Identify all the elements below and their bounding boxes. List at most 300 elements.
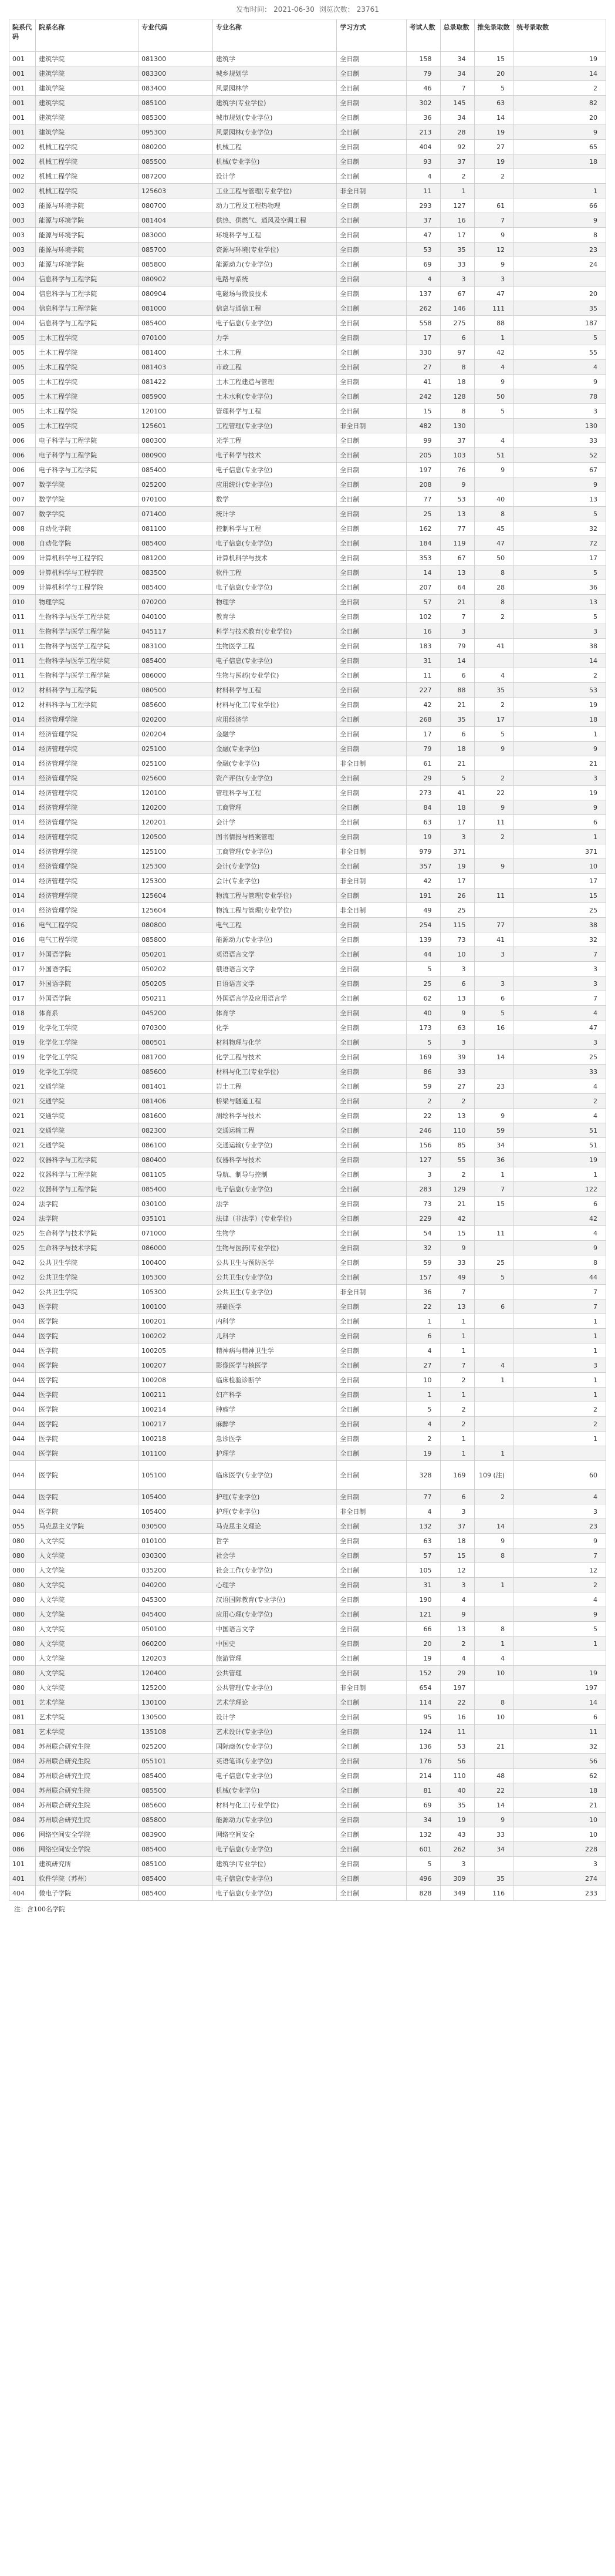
cell-major-code: 100211 [138, 1388, 213, 1402]
cell-dept-code: 086 [9, 1827, 36, 1842]
cell-major-name: 电气工程 [212, 918, 337, 932]
cell-dept-name: 人文学院 [36, 1563, 138, 1578]
cell-dept-name: 土木工程学院 [36, 404, 138, 419]
cell-dept-code: 014 [9, 756, 36, 771]
cell-applicants: 81 [406, 1783, 440, 1798]
cell-applicants: 59 [406, 1255, 440, 1270]
cell-major-code: 081400 [138, 345, 213, 360]
cell-recommended-admitted [474, 1065, 513, 1079]
cell-study-mode: 全日制 [337, 1050, 406, 1065]
cell-dept-name: 经济管理学院 [36, 712, 138, 727]
cell-dept-code: 001 [9, 52, 36, 66]
cell-study-mode: 全日制 [337, 345, 406, 360]
cell-total-admitted: 53 [440, 1739, 474, 1754]
cell-dept-name: 建筑学院 [36, 66, 138, 81]
table-row [9, 1681, 606, 1695]
cell-exam-admitted: 36 [513, 580, 606, 595]
cell-exam-admitted: 1 [513, 830, 606, 844]
cell-dept-name: 人文学院 [36, 1681, 138, 1695]
cell-major-name: 材料物理与化学 [212, 1035, 337, 1050]
cell-major-name: 能源动力(专业学位) [212, 257, 337, 272]
cell-exam-admitted: 25 [513, 903, 606, 918]
cell-dept-code: 024 [9, 1197, 36, 1211]
cell-dept-name: 土木工程学院 [36, 360, 138, 375]
cell-applicants: 2 [406, 1094, 440, 1109]
cell-total-admitted: 33 [440, 257, 474, 272]
cell-recommended-admitted: 45 [474, 521, 513, 536]
cell-recommended-admitted: 5 [474, 81, 513, 96]
cell-total-admitted: 88 [440, 683, 474, 698]
cell-total-admitted: 146 [440, 301, 474, 316]
cell-study-mode: 全日制 [337, 815, 406, 830]
cell-major-code: 035101 [138, 1211, 213, 1226]
cell-recommended-admitted: 33 [474, 1827, 513, 1842]
cell-recommended-admitted: 9 [474, 463, 513, 477]
cell-applicants: 14 [406, 565, 440, 580]
cell-dept-name: 交通学院 [36, 1109, 138, 1123]
cell-major-name: 数学 [212, 492, 337, 507]
cell-applicants: 22 [406, 1299, 440, 1314]
cell-study-mode: 全日制 [337, 140, 406, 154]
cell-applicants: 214 [406, 1769, 440, 1783]
cell-study-mode: 全日制 [337, 1079, 406, 1094]
cell-dept-code: 007 [9, 477, 36, 492]
cell-major-name: 环境科学与工程 [212, 228, 337, 243]
cell-major-name: 管理科学与工程 [212, 786, 337, 800]
cell-major-code: 083100 [138, 639, 213, 654]
cell-applicants: 42 [406, 874, 440, 888]
cell-recommended-admitted [474, 1607, 513, 1622]
cell-study-mode: 全日制 [337, 1065, 406, 1079]
cell-major-code: 105100 [138, 1461, 213, 1490]
cell-dept-code: 014 [9, 874, 36, 888]
cell-major-code: 100400 [138, 1255, 213, 1270]
cell-exam-admitted [513, 1651, 606, 1666]
cell-recommended-admitted: 6 [474, 1299, 513, 1314]
cell-applicants: 207 [406, 580, 440, 595]
cell-dept-code: 019 [9, 1035, 36, 1050]
cell-applicants: 73 [406, 1197, 440, 1211]
cell-total-admitted: 73 [440, 932, 474, 947]
table-row [9, 1299, 606, 1314]
cell-major-name: 材料与化工(专业学位) [212, 1798, 337, 1813]
cell-major-name: 哲学 [212, 1534, 337, 1548]
cell-recommended-admitted [474, 477, 513, 492]
cell-recommended-admitted: 6 [474, 991, 513, 1006]
cell-dept-name: 机械工程学院 [36, 169, 138, 184]
cell-exam-admitted: 11 [513, 1725, 606, 1739]
cell-total-admitted: 309 [440, 1871, 474, 1886]
cell-total-admitted: 7 [440, 610, 474, 624]
cell-recommended-admitted: 50 [474, 389, 513, 404]
cell-recommended-admitted: 35 [474, 683, 513, 698]
cell-dept-name: 生物科学与医学工程学院 [36, 668, 138, 683]
cell-major-code: 120200 [138, 800, 213, 815]
cell-exam-admitted: 4 [513, 1592, 606, 1607]
cell-total-admitted: 3 [440, 272, 474, 287]
cell-dept-code: 006 [9, 433, 36, 448]
cell-study-mode: 全日制 [337, 1666, 406, 1681]
cell-dept-name: 医学院 [36, 1504, 138, 1519]
cell-total-admitted: 18 [440, 1534, 474, 1548]
cell-recommended-admitted: 2 [474, 169, 513, 184]
cell-applicants: 20 [406, 1636, 440, 1651]
cell-major-code: 080902 [138, 272, 213, 287]
cell-applicants: 5 [406, 1402, 440, 1417]
cell-total-admitted: 63 [440, 1021, 474, 1035]
cell-applicants: 19 [406, 1651, 440, 1666]
cell-applicants: 79 [406, 66, 440, 81]
cell-total-admitted: 9 [440, 1607, 474, 1622]
cell-dept-code: 004 [9, 316, 36, 331]
cell-dept-name: 土木工程学院 [36, 331, 138, 345]
cell-dept-code: 011 [9, 624, 36, 639]
cell-study-mode: 全日制 [337, 1592, 406, 1607]
cell-major-name: 护理学 [212, 1446, 337, 1461]
cell-major-name: 应用统计(专业学位) [212, 477, 337, 492]
cell-applicants: 59 [406, 1079, 440, 1094]
cell-exam-admitted: 25 [513, 1050, 606, 1065]
cell-dept-code: 044 [9, 1446, 36, 1461]
cell-recommended-admitted: 1 [474, 331, 513, 345]
cell-dept-code: 044 [9, 1417, 36, 1432]
table-row [9, 1504, 606, 1519]
cell-applicants: 84 [406, 800, 440, 815]
cell-dept-name: 外国语学院 [36, 947, 138, 962]
cell-study-mode: 非全日制 [337, 1285, 406, 1299]
cell-major-name: 市政工程 [212, 360, 337, 375]
cell-total-admitted: 16 [440, 1710, 474, 1725]
table-row [9, 1636, 606, 1651]
cell-major-name: 力学 [212, 331, 337, 345]
cell-major-code: 095300 [138, 125, 213, 140]
cell-major-name: 材料与化工(专业学位) [212, 1065, 337, 1079]
table-row [9, 1592, 606, 1607]
table-row [9, 1695, 606, 1710]
cell-study-mode: 全日制 [337, 1461, 406, 1490]
cell-major-code: 125604 [138, 903, 213, 918]
cell-applicants: 1 [406, 1388, 440, 1402]
cell-study-mode: 全日制 [337, 551, 406, 565]
cell-exam-admitted: 20 [513, 287, 606, 301]
cell-dept-name: 建筑研究所 [36, 1857, 138, 1871]
cell-exam-admitted: 2 [513, 81, 606, 96]
cell-applicants: 114 [406, 1695, 440, 1710]
cell-applicants: 10 [406, 1373, 440, 1388]
table-row [9, 213, 606, 228]
cell-total-admitted: 13 [440, 507, 474, 521]
table-row [9, 1417, 606, 1432]
admission-table [9, 19, 606, 1901]
cell-major-name: 法律（非法学）(专业学位) [212, 1211, 337, 1226]
cell-study-mode: 全日制 [337, 1739, 406, 1754]
cell-major-code: 120500 [138, 830, 213, 844]
cell-applicants: 5 [406, 1857, 440, 1871]
cell-major-code: 125300 [138, 859, 213, 874]
cell-total-admitted: 15 [440, 1548, 474, 1563]
cell-dept-code: 084 [9, 1798, 36, 1813]
cell-exam-admitted: 2 [513, 1094, 606, 1109]
table-row [9, 243, 606, 257]
cell-major-name: 电子科学与技术 [212, 448, 337, 463]
table-row [9, 1622, 606, 1636]
cell-exam-admitted: 60 [513, 1461, 606, 1490]
cell-applicants: 268 [406, 712, 440, 727]
cell-total-admitted: 197 [440, 1681, 474, 1695]
cell-total-admitted: 39 [440, 1050, 474, 1065]
cell-dept-code: 022 [9, 1167, 36, 1182]
table-row [9, 830, 606, 844]
cell-applicants: 330 [406, 345, 440, 360]
cell-applicants: 99 [406, 433, 440, 448]
cell-major-name: 外国语言学及应用语言学 [212, 991, 337, 1006]
cell-study-mode: 全日制 [337, 154, 406, 169]
cell-recommended-admitted: 2 [474, 610, 513, 624]
table-row [9, 815, 606, 830]
cell-dept-code: 011 [9, 654, 36, 668]
cell-dept-name: 法学院 [36, 1211, 138, 1226]
cell-applicants: 44 [406, 947, 440, 962]
header-recommended-admitted: 推免录取数 [474, 19, 513, 52]
table-row [9, 1050, 606, 1065]
cell-applicants: 19 [406, 1446, 440, 1461]
cell-major-name: 影像医学与核医学 [212, 1358, 337, 1373]
cell-applicants: 127 [406, 1153, 440, 1167]
cell-major-code: 085600 [138, 1065, 213, 1079]
cell-recommended-admitted: 14 [474, 1050, 513, 1065]
cell-study-mode: 全日制 [337, 521, 406, 536]
cell-major-name: 应用经济学 [212, 712, 337, 727]
cell-study-mode: 全日制 [337, 301, 406, 316]
cell-major-code: 080400 [138, 1153, 213, 1167]
cell-study-mode: 全日制 [337, 228, 406, 243]
header-exam-admitted: 统考录取数 [513, 19, 606, 52]
cell-total-admitted: 6 [440, 331, 474, 345]
cell-dept-code: 003 [9, 228, 36, 243]
cell-exam-admitted: 1 [513, 1373, 606, 1388]
cell-study-mode: 非全日制 [337, 756, 406, 771]
cell-total-admitted: 130 [440, 419, 474, 433]
cell-dept-name: 医学院 [36, 1314, 138, 1329]
cell-dept-name: 医学院 [36, 1329, 138, 1343]
cell-major-name: 护理(专业学位) [212, 1490, 337, 1504]
cell-exam-admitted: 9 [513, 477, 606, 492]
cell-major-name: 会计(专业学位) [212, 874, 337, 888]
cell-major-name: 工业工程与管理(专业学位) [212, 184, 337, 198]
cell-major-name: 资产评估(专业学位) [212, 771, 337, 786]
cell-applicants: 77 [406, 1490, 440, 1504]
cell-applicants: 105 [406, 1563, 440, 1578]
cell-major-name: 英语笔译(专业学位) [212, 1754, 337, 1769]
table-row [9, 463, 606, 477]
cell-major-code: 081401 [138, 1079, 213, 1094]
cell-dept-name: 医学院 [36, 1417, 138, 1432]
cell-total-admitted: 19 [440, 859, 474, 874]
cell-exam-admitted: 6 [513, 1710, 606, 1725]
cell-applicants: 66 [406, 1622, 440, 1636]
cell-applicants: 4 [406, 1343, 440, 1358]
cell-dept-code: 019 [9, 1050, 36, 1065]
cell-dept-code: 007 [9, 507, 36, 521]
cell-dept-name: 仪器科学与工程学院 [36, 1153, 138, 1167]
cell-study-mode: 全日制 [337, 1211, 406, 1226]
cell-major-code: 060200 [138, 1636, 213, 1651]
cell-major-code: 071000 [138, 1226, 213, 1241]
cell-applicants: 17 [406, 727, 440, 742]
cell-study-mode: 全日制 [337, 360, 406, 375]
table-row [9, 1461, 606, 1490]
cell-dept-code: 003 [9, 198, 36, 213]
cell-exam-admitted: 187 [513, 316, 606, 331]
cell-recommended-admitted: 47 [474, 287, 513, 301]
cell-total-admitted: 1 [440, 1343, 474, 1358]
cell-dept-name: 医学院 [36, 1373, 138, 1388]
cell-recommended-admitted: 4 [474, 668, 513, 683]
cell-dept-name: 人文学院 [36, 1592, 138, 1607]
cell-dept-name: 经济管理学院 [36, 888, 138, 903]
cell-dept-name: 医学院 [36, 1446, 138, 1461]
cell-dept-name: 经济管理学院 [36, 874, 138, 888]
table-row [9, 1255, 606, 1270]
cell-applicants: 46 [406, 81, 440, 96]
cell-dept-code: 012 [9, 698, 36, 712]
cell-dept-name: 医学院 [36, 1358, 138, 1373]
cell-study-mode: 全日制 [337, 1563, 406, 1578]
cell-dept-name: 网络空间安全学院 [36, 1842, 138, 1857]
published-label: 发布时间： [236, 5, 272, 14]
cell-dept-code: 081 [9, 1725, 36, 1739]
cell-major-name: 风景园林学 [212, 81, 337, 96]
cell-recommended-admitted: 77 [474, 918, 513, 932]
cell-major-code: 085300 [138, 110, 213, 125]
cell-total-admitted: 21 [440, 595, 474, 610]
cell-study-mode: 全日制 [337, 991, 406, 1006]
cell-recommended-admitted [474, 1241, 513, 1255]
table-row [9, 918, 606, 932]
cell-exam-admitted: 8 [513, 228, 606, 243]
cell-dept-code: 080 [9, 1534, 36, 1548]
cell-exam-admitted: 14 [513, 66, 606, 81]
table-row [9, 448, 606, 463]
cell-study-mode: 全日制 [337, 536, 406, 551]
cell-applicants: 136 [406, 1739, 440, 1754]
cell-recommended-admitted: 16 [474, 1021, 513, 1035]
cell-exam-admitted: 4 [513, 1079, 606, 1094]
cell-exam-admitted: 32 [513, 1739, 606, 1754]
cell-exam-admitted: 67 [513, 463, 606, 477]
cell-study-mode: 全日制 [337, 888, 406, 903]
cell-exam-admitted: 24 [513, 257, 606, 272]
cell-applicants: 139 [406, 932, 440, 947]
cell-exam-admitted: 19 [513, 786, 606, 800]
cell-applicants: 19 [406, 830, 440, 844]
cell-dept-code: 014 [9, 815, 36, 830]
cell-dept-code: 016 [9, 932, 36, 947]
cell-dept-name: 数学学院 [36, 477, 138, 492]
cell-major-code: 085800 [138, 932, 213, 947]
cell-total-admitted: 40 [440, 1783, 474, 1798]
cell-dept-code: 005 [9, 419, 36, 433]
cell-total-admitted: 4 [440, 1592, 474, 1607]
cell-recommended-admitted: 25 [474, 1255, 513, 1270]
table-row [9, 477, 606, 492]
cell-major-name: 社会学 [212, 1548, 337, 1563]
cell-major-name: 电子信息(专业学位) [212, 580, 337, 595]
cell-major-name: 材料科学与工程 [212, 683, 337, 698]
cell-dept-name: 体育系 [36, 1006, 138, 1021]
cell-dept-name: 人文学院 [36, 1578, 138, 1592]
table-row [9, 419, 606, 433]
cell-total-admitted: 21 [440, 698, 474, 712]
cell-dept-code: 084 [9, 1739, 36, 1754]
cell-recommended-admitted [474, 1725, 513, 1739]
cell-total-admitted: 9 [440, 1241, 474, 1255]
cell-study-mode: 全日制 [337, 1123, 406, 1138]
cell-major-code: 070300 [138, 1021, 213, 1035]
cell-major-name: 物流工程与管理(专业学位) [212, 888, 337, 903]
cell-applicants: 2 [406, 1432, 440, 1446]
cell-exam-admitted: 5 [513, 331, 606, 345]
cell-total-admitted: 49 [440, 1270, 474, 1285]
cell-dept-code: 005 [9, 345, 36, 360]
cell-major-name: 会计学 [212, 815, 337, 830]
table-row [9, 859, 606, 874]
cell-total-admitted: 7 [440, 1285, 474, 1299]
cell-dept-name: 经济管理学院 [36, 771, 138, 786]
cell-major-code: 081100 [138, 521, 213, 536]
table-row [9, 1388, 606, 1402]
cell-major-code: 070100 [138, 492, 213, 507]
cell-major-code: 081403 [138, 360, 213, 375]
cell-applicants: 173 [406, 1021, 440, 1035]
cell-applicants: 124 [406, 1725, 440, 1739]
cell-applicants: 157 [406, 1270, 440, 1285]
cell-dept-code: 021 [9, 1138, 36, 1153]
cell-exam-admitted: 62 [513, 1769, 606, 1783]
cell-dept-code: 042 [9, 1255, 36, 1270]
cell-recommended-admitted: 8 [474, 1622, 513, 1636]
cell-total-admitted: 13 [440, 565, 474, 580]
cell-applicants: 63 [406, 1534, 440, 1548]
cell-dept-name: 微电子学院 [36, 1886, 138, 1901]
cell-dept-code: 019 [9, 1021, 36, 1035]
cell-dept-code: 018 [9, 1006, 36, 1021]
cell-study-mode: 全日制 [337, 433, 406, 448]
cell-dept-code: 008 [9, 536, 36, 551]
cell-study-mode: 全日制 [337, 727, 406, 742]
cell-recommended-admitted [474, 874, 513, 888]
cell-study-mode: 全日制 [337, 1432, 406, 1446]
cell-recommended-admitted [474, 1563, 513, 1578]
cell-exam-admitted: 1 [513, 1343, 606, 1358]
cell-major-code: 085600 [138, 1798, 213, 1813]
table-row [9, 1314, 606, 1329]
cell-dept-name: 公共卫生学院 [36, 1285, 138, 1299]
cell-dept-name: 电气工程学院 [36, 932, 138, 947]
cell-study-mode: 全日制 [337, 610, 406, 624]
cell-total-admitted: 262 [440, 1842, 474, 1857]
cell-total-admitted: 92 [440, 140, 474, 154]
cell-recommended-admitted [474, 1285, 513, 1299]
cell-total-admitted: 8 [440, 360, 474, 375]
cell-major-name: 电子信息(专业学位) [212, 1842, 337, 1857]
cell-study-mode: 全日制 [337, 1754, 406, 1769]
cell-dept-name: 信息科学与工程学院 [36, 272, 138, 287]
cell-study-mode: 全日制 [337, 243, 406, 257]
cell-dept-name: 化学化工学院 [36, 1065, 138, 1079]
cell-major-name: 中国史 [212, 1636, 337, 1651]
cell-recommended-admitted: 4 [474, 433, 513, 448]
